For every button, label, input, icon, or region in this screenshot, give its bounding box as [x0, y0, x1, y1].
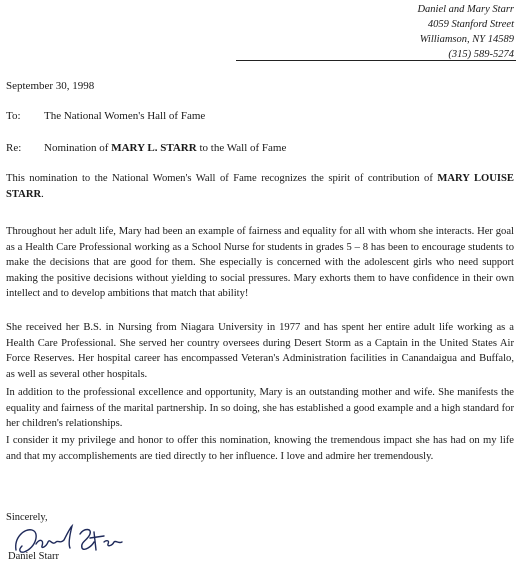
re-label: Re:: [6, 142, 22, 154]
letterhead-city: Williamson, NY 14589: [419, 34, 514, 45]
re-suffix: to the Wall of Fame: [196, 142, 287, 154]
to-value: The National Women's Hall of Fame: [44, 110, 206, 122]
paragraph-closing-remarks: I consider it my privilege and honor to offer this nomination, knowing the tremendous impact she has had on my life and that my accomplishements are tied directly to her influence. I love and admire her tremendously.: [6, 435, 514, 462]
to-label: To:: [6, 110, 21, 122]
letterhead-rule: [236, 60, 516, 61]
closing-salutation: Sincerely,: [6, 512, 48, 523]
letterhead-name: Daniel and Mary Starr: [417, 4, 514, 15]
re-nominee-name: MARY L. STARR: [111, 142, 197, 154]
re-line: [6, 142, 286, 154]
paragraph-career: She received her B.S. in Nursing from Niagara University in 1977 and has spent her entire adult life working as a Health Care Professional. She served her country oversees during Desert Storm as a Captain in the United States Air Force Reserves. Her hospital career has encompassed Veteran's Administration facilities in Canandaigua and Buffalo, as well as several other hospitals.: [6, 322, 514, 380]
signer-name: Daniel Starr: [8, 551, 60, 562]
p1-prefix: This nomination to the National Women's Wall of Fame recognizes the spirit of contribution of: [6, 173, 438, 184]
letterhead: [417, 2, 514, 62]
paragraph-family: In addition to the professional excellence and opportunity, Mary is an outstanding mother and wife. She manifests the equality and fairness of the marital partnership. In so doing, she has established a good example and a high standard for her children's relationships.: [6, 387, 514, 430]
p1-suffix: .: [41, 188, 44, 200]
re-prefix: Nomination of: [44, 142, 112, 154]
paragraph-adult-life: Throughout her adult life, Mary had been an example of fairness and equality for all with whom she interacts. Her goal as a Health Care Professional working as a School Nurse for students in grades 5 – 8 has been to encourage students to make the decisions that are good for them. She especially is concerned with the adolescent girls who need support making the positive decisions without yielding to social pressures. Mary exhorts them to have confidence in their own intellect and to develop ambitions that match that ability!: [6, 226, 514, 300]
paragraph-intro: [6, 171, 514, 202]
to-line: [6, 110, 205, 122]
letterhead-street: 4059 Stanford Street: [427, 19, 514, 30]
p1-nominee-name: MARY LOUISE STARR: [6, 173, 514, 200]
letterhead-phone: (315) 589-5274: [448, 49, 514, 60]
letter-date: September 30, 1998: [6, 80, 95, 92]
